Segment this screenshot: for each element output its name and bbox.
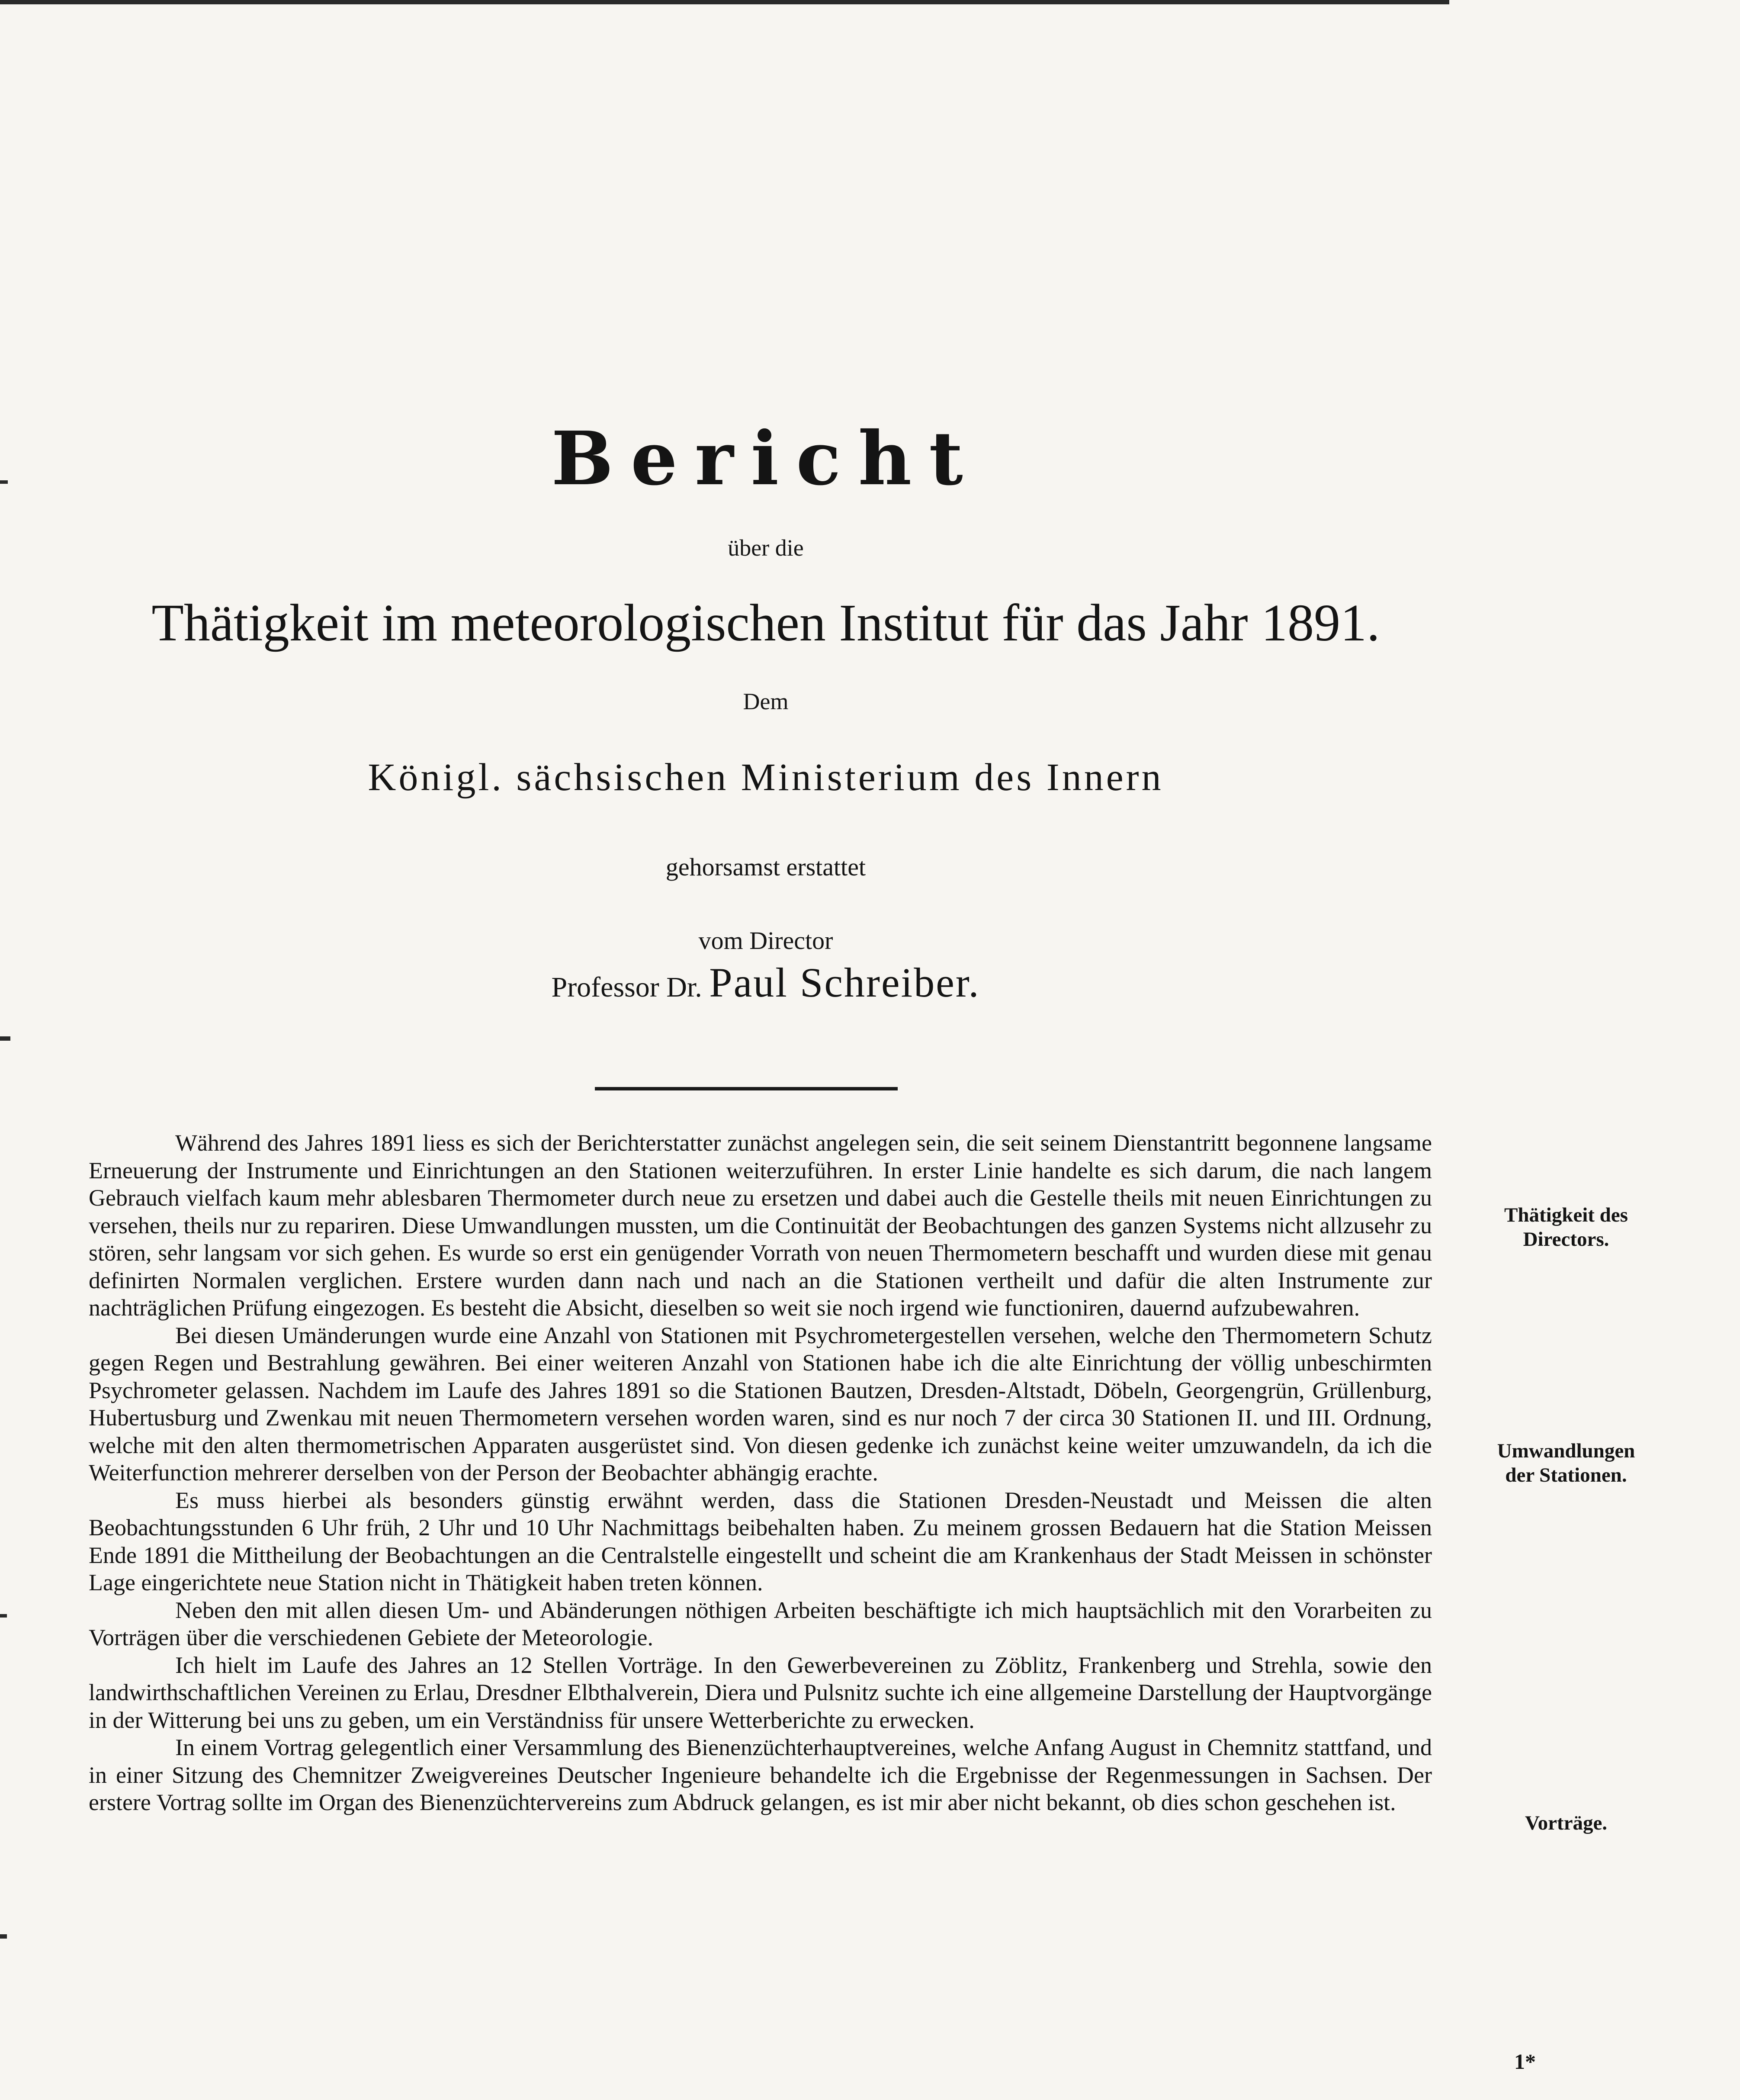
scan-mark [0, 1036, 10, 1041]
paragraph: Ich hielt im Laufe des Jahres an 12 Stellen Vorträge. In den Gewerbevereinen zu Zöblitz, Frankenberg und Strehla, sowie den landwirthschaftlichen Vereinen zu Erlau, Dresdner Elbthalverein, Diera und Pulsnitz suchte ich eine allgemeine Darstellung der Hauptvorgänge in der Witterung bei uns zu geben, um ein Verständniss für unsere Wetterberichte zu erwecken. [89, 1652, 1432, 1733]
margin-note-line: Umwandlungen [1497, 1440, 1635, 1462]
ministry-name: Königl. sächsischen Ministerium des Innern [368, 756, 1164, 799]
author-prefix: Professor Dr. [551, 971, 702, 1003]
margin-note-lectures [1458, 1811, 1674, 1835]
margin-note-stations [1458, 1439, 1674, 1487]
title-divider [595, 1087, 898, 1090]
margin-note-directors [1458, 1203, 1674, 1251]
paragraph: In einem Vortrag gelegentlich einer Versammlung des Bienenzüchterhauptvereines, welche Anfang August in Chemnitz stattfand, und in einer Sitzung des Chemnitzer Zweigvereines Deutscher Ingenieure behandelte ich die Ergebnisse der Regenmessungen in Sachsen. Der erstere Vortrag sollte im Organ des Bienenzüchtervereins zum Abdruck gelangen, es ist mir aber nicht bekannt, ob dies schon geschehen ist. [89, 1734, 1432, 1815]
top-border-rule [0, 0, 1449, 4]
margin-note-line: Vorträge. [1525, 1812, 1608, 1834]
paragraph: Es muss hierbei als besonders günstig erwähnt werden, dass die Stationen Dresden-Neustadt und Meissen die alten Beobachtungsstunden 6 Uhr früh, 2 Uhr und 10 Uhr Nachmittags beibehalten haben. Zu meinem grossen Bedauern hat die Station Meissen Ende 1891 die Mittheilung der Beobachtungen an die Centralstelle eingestellt und scheint die am Krankenhaus der Stadt Meissen in schönster Lage eingerichtete neue Station nicht in Thätigkeit haben treten können. [89, 1487, 1432, 1595]
author-line [0, 958, 1531, 1007]
report-title: Bericht [551, 415, 980, 502]
paragraph: Während des Jahres 1891 liess es sich der Berichterstatter zunächst angelegen sein, die seit seinem Dienstantritt begonnene langsame Erneuerung der Instrumente und Einrichtungen an den Stationen weiterzuführen. In erster Linie handelte es sich darum, die nach langem Gebrauch vielfach kaum mehr ablesbaren Thermometer durch neue zu ersetzen und dabei auch die Gestelle theils mit neuen Einrichtungen zu versehen, theils nur zu repariren. Diese Umwandlungen mussten, um die Continuität der Beobachtungen des ganzen Systems nicht allzusehr zu stören, sehr langsam vor sich gehen. Es wurde so erst ein genügender Vorrath von neuen Thermometern beschafft und wurden diese mit genau definirten Normalen verglichen. Erstere wurden dann nach und nach an die Stationen vertheilt und dafür die alten Instrumente zur nachträglichen Prüfung eingezogen. Es besteht die Absicht, dieselben so weit sie noch irgend wie functioniren, dauernd aufzubewahren. [89, 1130, 1432, 1321]
by-director-label: vom Director [698, 926, 833, 955]
report-body [89, 1129, 1432, 1817]
margin-note-line: Thätigkeit des [1504, 1204, 1628, 1226]
author-name: Paul Schreiber. [709, 959, 980, 1006]
page-number: 1* [1514, 2049, 1536, 2074]
submitted-label: gehorsamst erstattet [665, 853, 866, 881]
paragraph: Bei diesen Umänderungen wurde eine Anzahl von Stationen mit Psychrometergestellen versehen, welche den Thermometern Schutz gegen Regen und Bestrahlung gewähren. Bei einer weiteren Anzahl von Stationen habe ich die alte Einrichtung der völlig unbeschirmten Psychrometer gelassen. Nachdem im Laufe des Jahres 1891 so die Stationen Bautzen, Dresden-Altstadt, Döbeln, Georgengrün, Grüllenburg, Hubertusburg und Zwenkau mit neuen Thermometern versehen worden waren, sind es nur noch 7 der circa 30 Stationen II. und III. Ordnung, welche mit den alten thermometrischen Apparaten ausgerüstet sind. Von diesen gedenke ich zunächst keine weiter umzuwandeln, da ich die Weiterfunction mehrerer derselben von der Person der Beobachter abhängig erachte. [89, 1322, 1432, 1486]
margin-note-line: der Stationen. [1505, 1464, 1627, 1486]
scan-mark [0, 1934, 7, 1939]
report-subtitle: Thätigkeit im meteorologischen Institut für das Jahr 1891. [151, 594, 1380, 652]
dedication-label: Dem [743, 688, 789, 714]
paragraph: Neben den mit allen diesen Um- und Abänderungen nöthigen Arbeiten beschäftigte ich mich hauptsächlich mit den Vorarbeiten zu Vorträgen über die verschiedenen Gebiete der Meteorologie. [89, 1597, 1432, 1650]
margin-note-line: Directors. [1523, 1228, 1609, 1251]
scan-mark [0, 1614, 7, 1618]
over-the-label: über die [728, 535, 804, 561]
